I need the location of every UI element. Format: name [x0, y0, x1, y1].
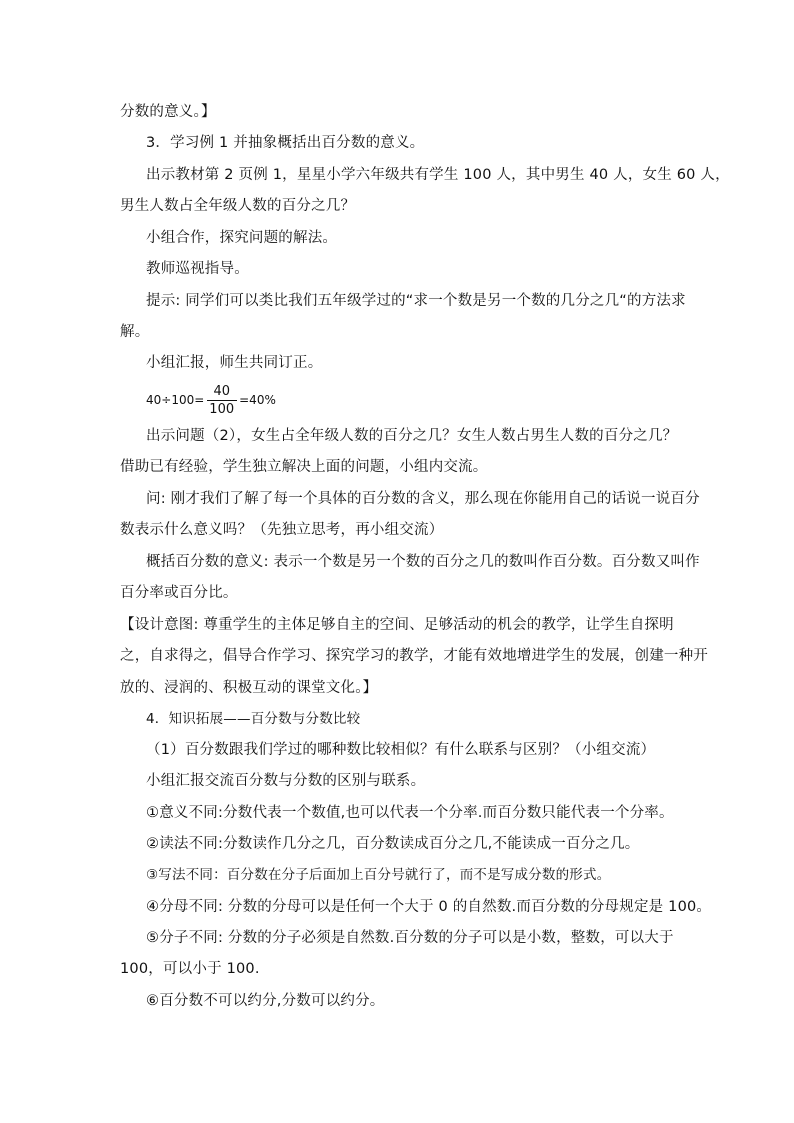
text-line: ⑥百分数不可以约分,分数可以约分。: [146, 993, 385, 1009]
fraction-numerator: 40: [213, 383, 230, 399]
text-line: 百分率或百分比。: [120, 585, 238, 601]
text-line: 小组汇报交流百分数与分数的区别与联系。: [146, 773, 426, 789]
text-line: 3．学习例 1 并抽象概括出百分数的意义。: [146, 135, 425, 151]
text-line: 小组合作，探究问题的解法。: [146, 230, 338, 246]
formula-lhs: 40÷100=: [146, 393, 205, 407]
text-line: 出示问题（2），女生占全年级人数的百分之几？女生人数占男生人数的百分之几？: [146, 428, 678, 444]
text-line: 小组汇报，师生共同订正。: [146, 355, 323, 371]
text-line: 男生人数占全年级人数的百分之几？: [120, 198, 356, 214]
text-line: ④分母不同: 分数的分母可以是任何一个大于 0 的自然数.而百分数的分母规定是 100。: [146, 899, 712, 915]
text-line: 4．知识拓展——百分数与分数比较: [146, 711, 361, 727]
text-line: 放的、浸润的、积极互动的课堂文化。】: [120, 680, 378, 696]
text-line: 教师巡视指导。: [146, 261, 249, 277]
formula-rhs: =40%: [239, 393, 276, 407]
text-line: ②读法不同:分数读作几分之几，百分数读成百分之几,不能读成一百分之几。: [146, 836, 640, 852]
text-line: 问: 刚才我们了解了每一个具体的百分数的含义，那么现在你能用自己的话说一说百分: [146, 491, 700, 507]
text-line: 出示教材第 2 页例 1，星星小学六年级共有学生 100 人，其中男生 40 人，女生 60 人，: [146, 167, 730, 183]
text-line: 概括百分数的意义: 表示一个数是另一个数的百分之几的数叫作百分数。百分数又叫作: [146, 554, 700, 570]
text-line: 之，自求得之，倡导合作学习、探究学习的教学，才能有效地增进学生的发展，创建一种开: [120, 648, 708, 664]
text-line: 100，可以小于 100.: [120, 961, 260, 977]
text-line: 提示: 同学们可以类比我们五年级学过的“求一个数是另一个数的几分之几“的方法求: [146, 293, 686, 309]
text-line: 解。: [120, 324, 150, 340]
text-line: 【设计意图: 尊重学生的主体足够自主的空间、足够活动的机会的教学，让学生自探明: [120, 617, 674, 633]
formula: [146, 380, 276, 420]
text-line: 借助已有经验，学生独立解决上面的问题，小组内交流。: [120, 459, 488, 475]
text-line: ③写法不同：百分数在分子后面加上百分号就行了，而不是写成分数的形式。: [146, 867, 611, 883]
fraction: [206, 383, 237, 418]
text-line: 分数的意义。】: [120, 104, 216, 120]
text-line: （1）百分数跟我们学过的哪种数比较相似？有什么联系与区别？（小组交流）: [146, 742, 656, 758]
text-line: 数表示什么意义吗？（先独立思考，再小组交流）: [120, 522, 444, 538]
text-line: ⑤分子不同: 分数的分子必须是自然数.百分数的分子可以是小数，整数，可以大于: [146, 930, 674, 946]
text-line: ①意义不同:分数代表一个数值,也可以代表一个分率.而百分数只能代表一个分率。: [146, 805, 674, 821]
fraction-denominator: 100: [209, 401, 235, 417]
